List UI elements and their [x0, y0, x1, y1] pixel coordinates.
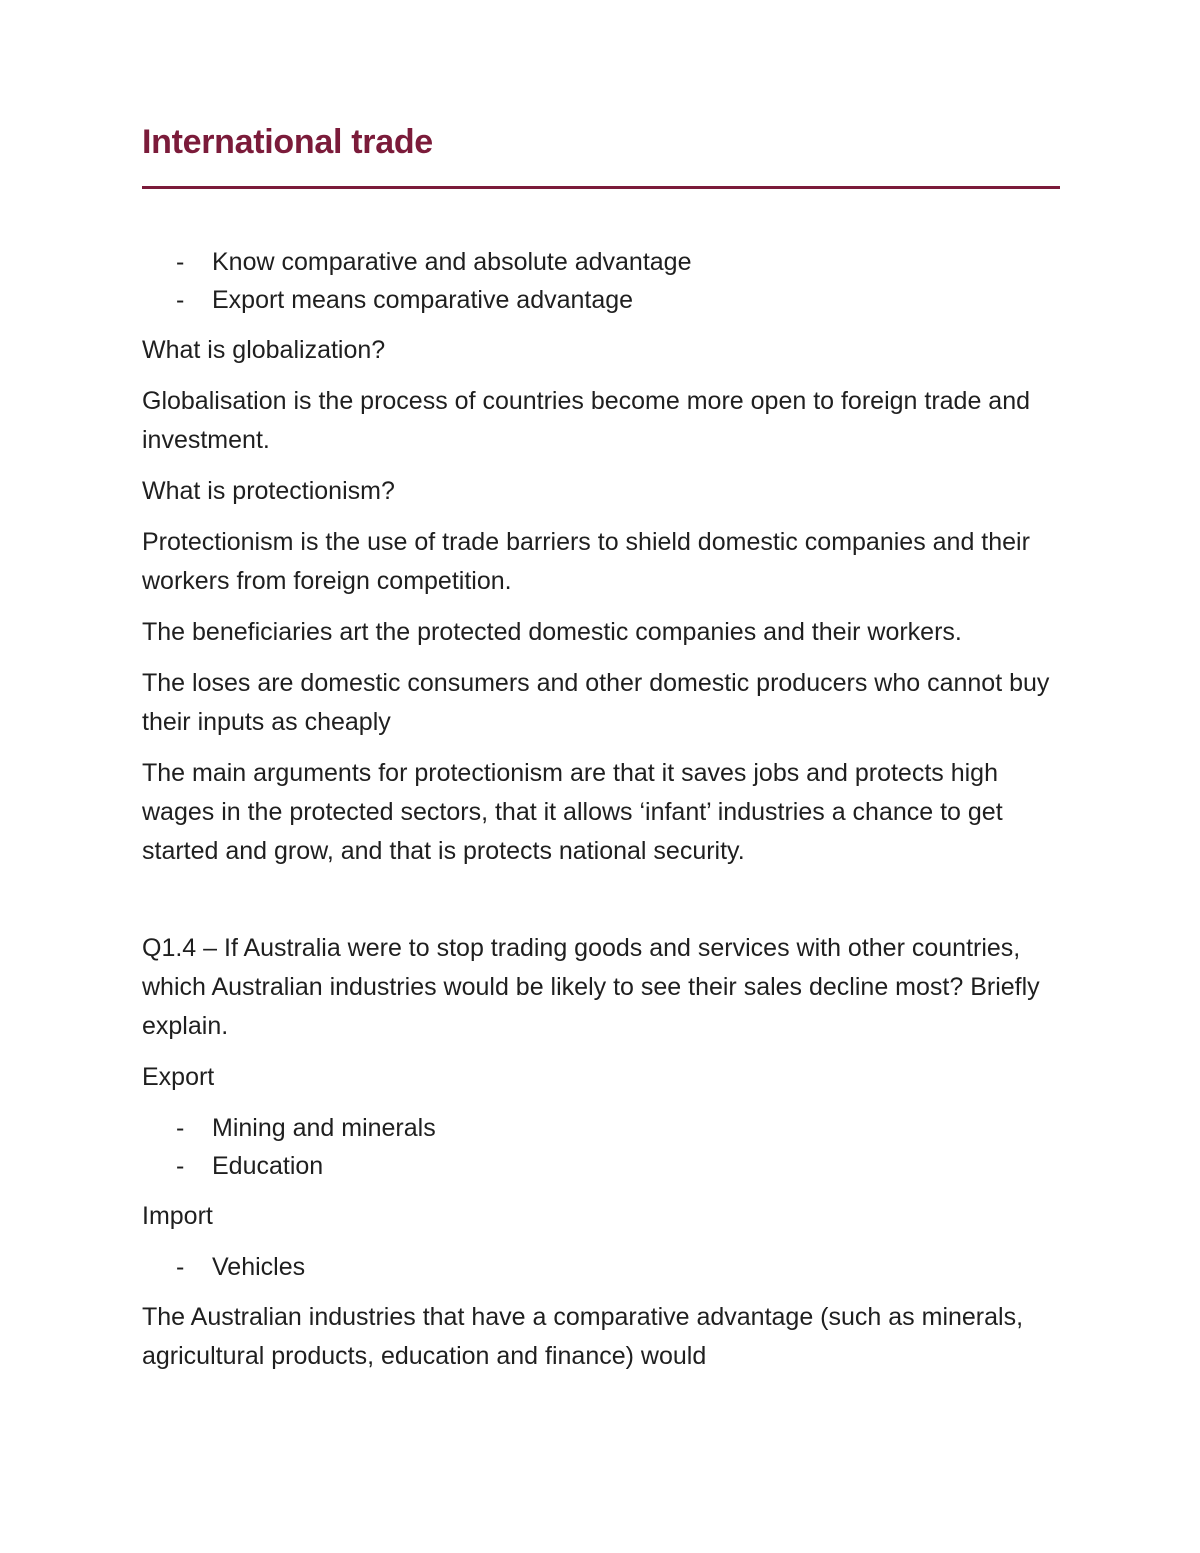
document-page — [142, 120, 1060, 1376]
arguments-paragraph: The main arguments for protectionism are that it saves jobs and protects high wages in the protected sectors, that it allows ‘infant’ industries a chance to get started and grow, and that is protects national security. — [142, 759, 1003, 865]
list-item: - Vehicles — [142, 1248, 1060, 1286]
list-item: - Education — [142, 1147, 1060, 1185]
question-protectionism: What is protectionism? — [142, 477, 395, 505]
list-item: - Mining and minerals — [142, 1109, 1060, 1147]
conclusion-paragraph: The Australian industries that have a comparative advantage (such as minerals, agricultural products, education and finance) would — [142, 1303, 1024, 1370]
export-list — [142, 1109, 1060, 1185]
losers-paragraph: The loses are domestic consumers and other domestic producers who cannot buy their inputs as cheaply — [142, 669, 1050, 736]
beneficiaries-paragraph: The beneficiaries art the protected domestic companies and their workers. — [142, 618, 962, 646]
intro-bullet-list — [142, 243, 1060, 319]
list-item: - Know comparative and absolute advantage — [142, 243, 1060, 281]
import-heading: Import — [142, 1202, 213, 1230]
title-divider — [142, 186, 1060, 189]
answer-globalization: Globalisation is the process of countries become more open to foreign trade and investment. — [142, 387, 1031, 454]
page-title: International trade — [142, 123, 433, 161]
bullet-dash: - — [176, 286, 185, 314]
list-item: - Export means comparative advantage — [142, 281, 1060, 319]
question-q1-4: Q1.4 – If Australia were to stop trading goods and services with other countries, which Australian industries would be likely to see their sales decline most? Briefly explain. — [142, 934, 1040, 1040]
question-globalization: What is globalization? — [142, 336, 386, 364]
bullet-dash: - — [176, 248, 185, 276]
bullet-dash: - — [176, 1253, 185, 1281]
export-heading: Export — [142, 1063, 215, 1091]
bullet-dash: - — [176, 1152, 185, 1180]
bullet-dash: - — [176, 1114, 185, 1142]
import-list — [142, 1248, 1060, 1286]
answer-protectionism: Protectionism is the use of trade barriers to shield domestic companies and their workers from foreign competition. — [142, 528, 1030, 595]
